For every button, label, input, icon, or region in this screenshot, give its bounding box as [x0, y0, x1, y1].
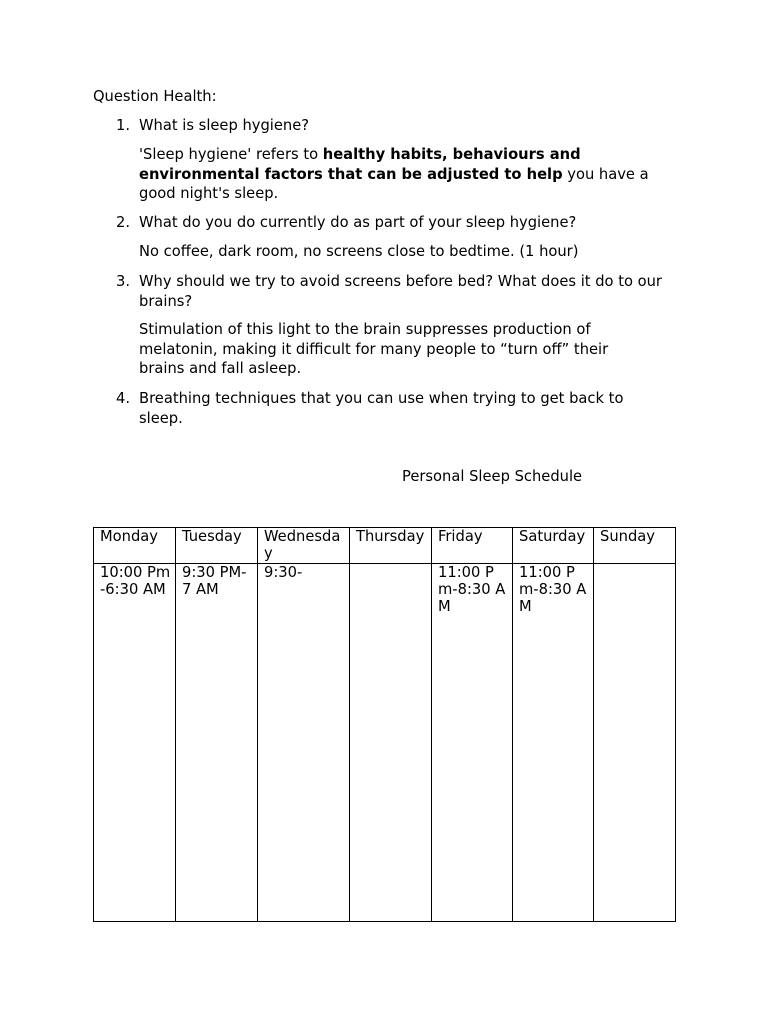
day-header-tuesday: Tuesday — [176, 528, 258, 564]
question-number: 3. — [116, 273, 131, 290]
day-header-friday: Friday — [432, 528, 513, 564]
answer-1 — [139, 145, 669, 204]
question-2 — [116, 213, 676, 233]
time-cell-saturday: 11:00 Pm-8:30 AM — [513, 564, 594, 922]
answer-3: Stimulation of this light to the brain suppresses production of melatonin, making it difficult for many people to “turn off” their brains and fall asleep. — [139, 321, 609, 377]
answer-1-emphasis: healthy habits, behaviours and environmental factors that can be adjusted to help — [139, 146, 581, 183]
question-1 — [116, 116, 676, 136]
table-header-row — [94, 528, 676, 564]
time-cell-tuesday: 9:30 PM- 7 AM — [176, 564, 258, 922]
schedule-title: Personal Sleep Schedule — [402, 468, 583, 485]
day-header-wednesday: Wednesday — [258, 528, 350, 564]
sleep-schedule-table — [93, 527, 676, 922]
question-4 — [116, 389, 661, 428]
table-row — [94, 564, 676, 922]
time-cell-wednesday: 9:30- — [258, 564, 350, 922]
question-text: What do you do currently do as part of your sleep hygiene? — [139, 214, 577, 231]
question-number: 2. — [116, 214, 131, 231]
answer-1-intro: 'Sleep hygiene' refers to — [139, 146, 323, 163]
question-number: 4. — [116, 390, 131, 407]
day-header-saturday: Saturday — [513, 528, 594, 564]
question-number: 1. — [116, 117, 131, 134]
question-text: What is sleep hygiene? — [139, 117, 310, 134]
question-text: Why should we try to avoid screens before bed? What does it do to our brains? — [139, 273, 662, 310]
time-cell-friday: 11:00 Pm-8:30 AM — [432, 564, 513, 922]
time-cell-monday: 10:00 Pm-6:30 AM — [94, 564, 176, 922]
day-header-monday: Monday — [94, 528, 176, 564]
answer-1-outro: you have a good night's sleep. — [139, 165, 649, 202]
question-text: Breathing techniques that you can use when trying to get back to sleep. — [139, 390, 624, 427]
day-header-sunday: Sunday — [594, 528, 676, 564]
document-heading: Question Health: — [93, 88, 217, 105]
time-cell-sunday — [594, 564, 676, 922]
time-cell-thursday — [350, 564, 432, 922]
day-header-thursday: Thursday — [350, 528, 432, 564]
answer-2: No coffee, dark room, no screens close to bedtime. (1 hour) — [139, 243, 579, 260]
question-3 — [116, 272, 666, 311]
